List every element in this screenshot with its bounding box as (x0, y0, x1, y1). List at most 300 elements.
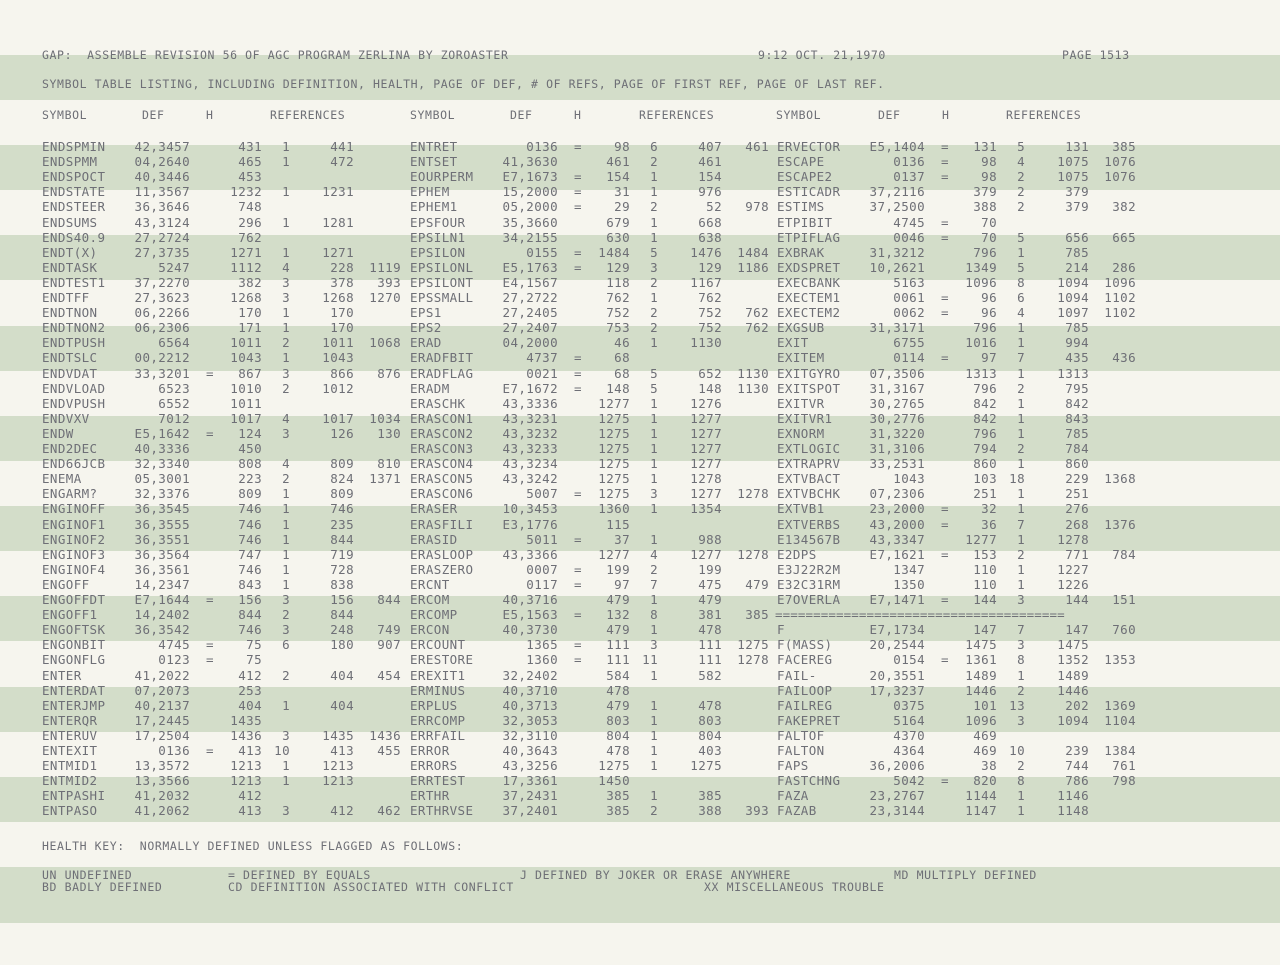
symbol-cell: ENDT(X) (42, 244, 98, 260)
firstref-cell: 1148 (1057, 803, 1089, 819)
symbol-cell: EPS2 (410, 320, 442, 336)
table-row (0, 245, 1280, 260)
symbol-cell: ERASCON2 (410, 425, 474, 441)
listing-title: GAP: ASSEMBLE REVISION 56 OF AGC PROGRAM ZERLINA BY ZOROASTER (42, 48, 509, 62)
health-cell: = (941, 229, 949, 245)
def-cell: 33,2531 (869, 456, 925, 472)
firstref-cell: 147 (1065, 622, 1089, 638)
table-row (0, 773, 1280, 788)
firstref-cell: 111 (698, 637, 722, 653)
table-row (0, 441, 1280, 456)
def-cell: 0136 (158, 743, 190, 758)
refcount-cell: 6 (282, 637, 290, 653)
refcount-cell: 1 (282, 576, 290, 592)
firstref-cell: 795 (1065, 380, 1089, 396)
symbol-cell: ENDVDAT (42, 365, 98, 381)
refcount-cell: 3 (1017, 712, 1025, 728)
listing-subtitle: SYMBOL TABLE LISTING, INCLUDING DEFINITION, HEALTH, PAGE OF DEF, # OF REFS, PAGE OF FIRST REF, PAGE OF LAST REF. (42, 77, 885, 91)
def-cell: 6523 (158, 380, 190, 396)
defpage-cell: 385 (606, 788, 630, 804)
refcount-cell: 5 (1017, 139, 1025, 154)
symbol-cell: ENDTPUSH (42, 335, 106, 351)
refcount-cell: 2 (1017, 380, 1025, 396)
defpage-cell: 469 (973, 727, 997, 743)
firstref-cell: 126 (330, 425, 354, 441)
health-key-conflict: CD DEFINITION ASSOCIATED WITH CONFLICT (228, 880, 514, 894)
refcount-cell: 2 (650, 274, 658, 290)
refcount-cell: 2 (650, 305, 658, 321)
refcount-cell: 3 (282, 803, 290, 819)
firstref-cell: 1277 (690, 486, 722, 502)
firstref-cell: 1012 (322, 380, 354, 396)
firstref-cell: 1097 (1057, 305, 1089, 321)
defpage-cell: 796 (973, 320, 997, 336)
def-cell: 6552 (158, 395, 190, 411)
defpage-cell: 31 (614, 184, 630, 200)
firstref-cell: 1435 (322, 727, 354, 743)
symbol-cell: E2DPS (777, 546, 817, 562)
refcount-cell: 2 (650, 199, 658, 215)
symbol-cell: ERRORS (410, 758, 458, 774)
defpage-cell: 752 (606, 305, 630, 321)
firstref-cell: 582 (698, 667, 722, 683)
def-cell: 43,3234 (502, 456, 558, 472)
def-cell: 43,3124 (134, 214, 190, 230)
health-cell: = (574, 365, 582, 381)
def-cell: 40,2137 (134, 697, 190, 713)
lastref-cell: 151 (1112, 592, 1136, 607)
def-cell: 23,3144 (869, 803, 925, 819)
firstref-cell: 1094 (1057, 290, 1089, 305)
defpage-cell: 70 (981, 229, 997, 245)
firstref-cell: 131 (1065, 139, 1089, 154)
column-header-health: H (574, 108, 582, 122)
symbol-cell: ERAD (410, 335, 442, 351)
lastref-cell: 436 (1112, 350, 1136, 366)
table-row (0, 532, 1280, 547)
symbol-cell: ERVECTOR (777, 139, 841, 154)
firstref-cell: 746 (330, 501, 354, 517)
firstref-cell: 441 (330, 139, 354, 154)
defpage-cell: 809 (238, 486, 262, 502)
def-cell: 6564 (158, 335, 190, 351)
def-cell: 41,2062 (134, 803, 190, 819)
refcount-cell: 10 (1009, 743, 1025, 758)
lastref-cell: 844 (377, 592, 401, 607)
symbol-cell: EXITVR1 (777, 410, 833, 426)
def-cell: 04,2000 (502, 335, 558, 351)
defpage-cell: 479 (606, 697, 630, 713)
health-cell: = (574, 531, 582, 547)
defpage-cell: 796 (973, 425, 997, 441)
health-cell: = (574, 607, 582, 623)
defpage-cell: 29 (614, 199, 630, 215)
symbol-cell: ERTHR (410, 788, 450, 804)
symbol-cell: EXGSUB (777, 320, 825, 336)
column-header-references: REFERENCES (639, 108, 715, 122)
symbol-cell: ENDW (42, 425, 74, 441)
defpage-cell: 1277 (965, 531, 997, 547)
symbol-cell: ENTRET (410, 139, 458, 154)
def-cell: 10,2621 (869, 259, 925, 275)
health-cell: = (574, 169, 582, 185)
defpage-cell: 808 (238, 456, 262, 472)
firstref-cell: 824 (330, 471, 354, 487)
firstref-cell: 276 (1065, 501, 1089, 517)
def-cell: 32,3110 (502, 727, 558, 743)
defpage-cell: 148 (606, 380, 630, 396)
symbol-cell: ERASCON5 (410, 471, 474, 487)
symbol-cell: FAKEPRET (777, 712, 841, 728)
def-cell: 40,3710 (502, 682, 558, 698)
def-cell: 36,3542 (134, 622, 190, 638)
refcount-cell: 3 (282, 365, 290, 381)
defpage-cell: 36 (981, 516, 997, 532)
health-cell: = (941, 546, 949, 562)
firstref-cell: 170 (330, 320, 354, 336)
firstref-cell: 1075 (1057, 169, 1089, 185)
defpage-cell: 32 (981, 501, 997, 517)
refcount-cell: 1 (650, 229, 658, 245)
defpage-cell: 379 (973, 184, 997, 200)
health-cell: = (206, 365, 214, 381)
def-cell: 35,3660 (502, 214, 558, 230)
symbol-cell: ENGOFF1 (42, 607, 98, 623)
symbol-cell: ENTMID1 (42, 758, 98, 774)
refcount-cell: 1 (282, 486, 290, 502)
refcount-cell: 1 (1017, 395, 1025, 411)
def-cell: 43,2000 (869, 516, 925, 532)
firstref-cell: 1271 (322, 244, 354, 260)
def-cell: 43,3231 (502, 410, 558, 426)
refcount-cell: 1 (650, 667, 658, 683)
firstref-cell: 1017 (322, 410, 354, 426)
refcount-cell: 2 (1017, 169, 1025, 185)
firstref-cell: 1146 (1057, 788, 1089, 804)
health-cell: = (574, 244, 582, 260)
refcount-cell: 5 (1017, 259, 1025, 275)
firstref-cell: 1167 (690, 274, 722, 290)
refcount-cell: 13 (1009, 697, 1025, 713)
refcount-cell: 1 (650, 592, 658, 607)
firstref-cell: 381 (698, 607, 722, 623)
def-cell: 0136 (526, 139, 558, 154)
table-row (0, 471, 1280, 486)
defpage-cell: 1232 (230, 184, 262, 200)
defpage-cell: 584 (606, 667, 630, 683)
refcount-cell: 3 (282, 290, 290, 305)
refcount-cell: 2 (650, 561, 658, 577)
health-cell: = (574, 561, 582, 577)
symbol-cell: ENDTASK (42, 259, 98, 275)
health-cell: = (574, 199, 582, 215)
refcount-cell: 7 (1017, 516, 1025, 532)
refcount-cell: 1 (1017, 335, 1025, 351)
refcount-cell: 1 (650, 788, 658, 804)
firstref-cell: 1352 (1057, 652, 1089, 668)
health-cell: = (941, 139, 949, 154)
def-cell: 32,3340 (134, 456, 190, 472)
defpage-cell: 68 (614, 350, 630, 366)
symbol-cell: ENTPASHI (42, 788, 106, 804)
def-cell: 40,3643 (502, 743, 558, 758)
refcount-cell: 2 (650, 320, 658, 336)
symbol-cell: ERADFBIT (410, 350, 474, 366)
defpage-cell: 748 (238, 199, 262, 215)
column-header-health: H (942, 108, 950, 122)
def-cell: 4370 (893, 727, 925, 743)
refcount-cell: 1 (1017, 365, 1025, 381)
def-cell: 31,3171 (869, 320, 925, 336)
table-row (0, 230, 1280, 245)
symbol-cell: ENDTFF (42, 290, 90, 305)
def-cell: 0137 (893, 169, 925, 185)
defpage-cell: 98 (981, 169, 997, 185)
def-cell: 1350 (893, 576, 925, 592)
lastref-cell: 1353 (1104, 652, 1136, 668)
firstref-cell: 1313 (1057, 365, 1089, 381)
refcount-cell: 3 (650, 259, 658, 275)
symbol-cell: END66JCB (42, 456, 106, 472)
lastref-cell: 1102 (1104, 305, 1136, 321)
firstref-cell: 752 (698, 320, 722, 336)
def-cell: 1360 (526, 652, 558, 668)
def-cell: 05,3001 (134, 471, 190, 487)
symbol-cell: EREXIT1 (410, 667, 466, 683)
firstref-cell: 638 (698, 229, 722, 245)
defpage-cell: 131 (973, 139, 997, 154)
defpage-cell: 1361 (965, 652, 997, 668)
firstref-cell: 461 (698, 154, 722, 170)
defpage-cell: 860 (973, 456, 997, 472)
def-cell: 4737 (526, 350, 558, 366)
defpage-cell: 171 (238, 320, 262, 336)
def-cell: 27,2407 (502, 320, 558, 336)
defpage-cell: 794 (973, 441, 997, 456)
lastref-cell: 454 (377, 667, 401, 683)
def-cell: 41,2022 (134, 667, 190, 683)
health-key-joker: J DEFINED BY JOKER OR ERASE ANYWHERE (520, 868, 791, 882)
table-row (0, 456, 1280, 471)
defpage-cell: 478 (606, 682, 630, 698)
firstref-cell: 1268 (322, 290, 354, 305)
table-row (0, 637, 1280, 652)
defpage-cell: 746 (238, 531, 262, 547)
symbol-cell: ERADM (410, 380, 450, 396)
defpage-cell: 1213 (230, 758, 262, 774)
symbol-cell: ERASID (410, 531, 458, 547)
def-cell: 40,3716 (502, 592, 558, 607)
defpage-cell: 413 (238, 803, 262, 819)
symbol-cell: ERPLUS (410, 697, 458, 713)
symbol-cell: ENGOFTSK (42, 622, 106, 638)
def-cell: 4745 (893, 214, 925, 230)
defpage-cell: 1096 (965, 712, 997, 728)
symbol-cell: ENDS40.9 (42, 229, 106, 245)
firstref-cell: 1226 (1057, 576, 1089, 592)
defpage-cell: 75 (246, 637, 262, 653)
firstref-cell: 844 (330, 531, 354, 547)
defpage-cell: 1484 (598, 244, 630, 260)
defpage-cell: 147 (973, 622, 997, 638)
firstref-cell: 129 (698, 259, 722, 275)
table-row (0, 562, 1280, 577)
def-cell: 07,2306 (869, 486, 925, 502)
symbol-cell: ERASER (410, 501, 458, 517)
health-cell: = (574, 259, 582, 275)
refcount-cell: 7 (1017, 350, 1025, 366)
firstref-cell: 435 (1065, 350, 1089, 366)
def-cell: 43,3336 (502, 395, 558, 411)
def-cell: 32,2402 (502, 667, 558, 683)
symbol-cell: EPSILN1 (410, 229, 466, 245)
table-row (0, 184, 1280, 199)
firstref-cell: 785 (1065, 320, 1089, 336)
symbol-cell: ENEMA (42, 471, 82, 487)
lastref-cell: 1034 (369, 410, 401, 426)
health-cell: = (574, 139, 582, 154)
firstref-cell: 378 (330, 274, 354, 290)
symbol-cell: FAILREG (777, 697, 833, 713)
refcount-cell: 1 (1017, 576, 1025, 592)
lastref-cell: 761 (1112, 758, 1136, 774)
refcount-cell: 1 (282, 516, 290, 532)
defpage-cell: 753 (606, 320, 630, 336)
symbol-cell: ENDTNON2 (42, 320, 106, 336)
refcount-cell: 2 (282, 335, 290, 351)
symbol-cell: ERASCON6 (410, 486, 474, 502)
refcount-cell: 1 (650, 758, 658, 774)
firstref-cell: 785 (1065, 244, 1089, 260)
firstref-cell: 838 (330, 576, 354, 592)
health-cell: = (206, 652, 214, 668)
symbol-cell: EXECTEM2 (777, 305, 841, 321)
health-cell: = (574, 637, 582, 653)
def-cell: 37,2500 (869, 199, 925, 215)
refcount-cell: 1 (650, 214, 658, 230)
lastref-cell: 1376 (1104, 516, 1136, 532)
refcount-cell: 1 (282, 561, 290, 577)
firstref-cell: 412 (330, 803, 354, 819)
firstref-cell: 1277 (690, 410, 722, 426)
firstref-cell: 404 (330, 697, 354, 713)
def-cell: 0007 (526, 561, 558, 577)
lastref-cell: 455 (377, 743, 401, 758)
refcount-cell: 5 (1017, 229, 1025, 245)
firstref-cell: 111 (698, 652, 722, 668)
symbol-cell: EXTRAPRV (777, 456, 841, 472)
refcount-cell: 1 (650, 169, 658, 185)
table-row (0, 743, 1280, 758)
symbol-cell: E3J22R2M (777, 561, 841, 577)
symbol-cell: EPSILON (410, 244, 466, 260)
lastref-cell: 393 (377, 274, 401, 290)
defpage-cell: 747 (238, 546, 262, 562)
defpage-cell: 132 (606, 607, 630, 623)
def-cell: 40,3730 (502, 622, 558, 638)
symbol-cell: FASTCHNG (777, 773, 841, 789)
firstref-cell: 228 (330, 259, 354, 275)
refcount-cell: 1 (1017, 501, 1025, 517)
def-cell: 14,2402 (134, 607, 190, 623)
defpage-cell: 796 (973, 244, 997, 260)
def-cell: 23,2767 (869, 788, 925, 804)
symbol-cell: EXTVBACT (777, 471, 841, 487)
defpage-cell: 1096 (965, 274, 997, 290)
table-row (0, 411, 1280, 426)
refcount-cell: 1 (650, 531, 658, 547)
listing-page-number: PAGE 1513 (1062, 48, 1130, 62)
firstref-cell: 1277 (690, 546, 722, 562)
lastref-cell: 978 (745, 199, 769, 215)
defpage-cell: 70 (981, 214, 997, 230)
firstref-cell: 407 (698, 139, 722, 154)
column-header-symbol: SYMBOL (776, 108, 822, 122)
refcount-cell: 1 (1017, 803, 1025, 819)
defpage-cell: 1489 (965, 667, 997, 683)
lastref-cell: 462 (377, 803, 401, 819)
firstref-cell: 1277 (690, 441, 722, 456)
separator-line: ====================================== (775, 607, 1065, 623)
def-cell: 7012 (158, 410, 190, 426)
refcount-cell: 1 (282, 501, 290, 517)
def-cell: E7,1673 (502, 169, 558, 185)
column-header-references: REFERENCES (270, 108, 346, 122)
symbol-cell: EPS1 (410, 305, 442, 321)
defpage-cell: 103 (973, 471, 997, 487)
def-cell: 36,3551 (134, 531, 190, 547)
health-key-undefined: UN UNDEFINED (42, 868, 133, 882)
def-cell: 13,3566 (134, 773, 190, 789)
symbol-cell: EXBRAK (777, 244, 825, 260)
def-cell: 0117 (526, 576, 558, 592)
symbol-cell: ENGOFF (42, 576, 90, 592)
firstref-cell: 202 (1065, 697, 1089, 713)
symbol-cell: ETPIBIT (777, 214, 833, 230)
defpage-cell: 98 (614, 139, 630, 154)
refcount-cell: 1 (282, 305, 290, 321)
firstref-cell: 479 (698, 592, 722, 607)
symbol-cell: ERCNT (410, 576, 450, 592)
refcount-cell: 7 (1017, 622, 1025, 638)
lastref-cell: 665 (1112, 229, 1136, 245)
defpage-cell: 465 (238, 154, 262, 170)
symbol-cell: EPSSMALL (410, 290, 474, 305)
refcount-cell: 1 (282, 154, 290, 170)
table-row (0, 215, 1280, 230)
symbol-cell: ENDSPMM (42, 154, 98, 170)
lastref-cell: 1275 (737, 637, 769, 653)
def-cell: 33,3201 (134, 365, 190, 381)
def-cell: 20,2544 (869, 637, 925, 653)
health-cell: = (574, 652, 582, 668)
defpage-cell: 96 (981, 305, 997, 321)
symbol-cell: ERASZERO (410, 561, 474, 577)
defpage-cell: 1016 (965, 335, 997, 351)
def-cell: 5042 (893, 773, 925, 789)
health-cell: = (574, 486, 582, 502)
def-cell: 43,3242 (502, 471, 558, 487)
firstref-cell: 251 (1065, 486, 1089, 502)
firstref-cell: 804 (698, 727, 722, 743)
firstref-cell: 1281 (322, 214, 354, 230)
def-cell: 1365 (526, 637, 558, 653)
refcount-cell: 6 (1017, 290, 1025, 305)
firstref-cell: 803 (698, 712, 722, 728)
refcount-cell: 1 (282, 546, 290, 562)
defpage-cell: 98 (981, 154, 997, 170)
firstref-cell: 478 (698, 622, 722, 638)
